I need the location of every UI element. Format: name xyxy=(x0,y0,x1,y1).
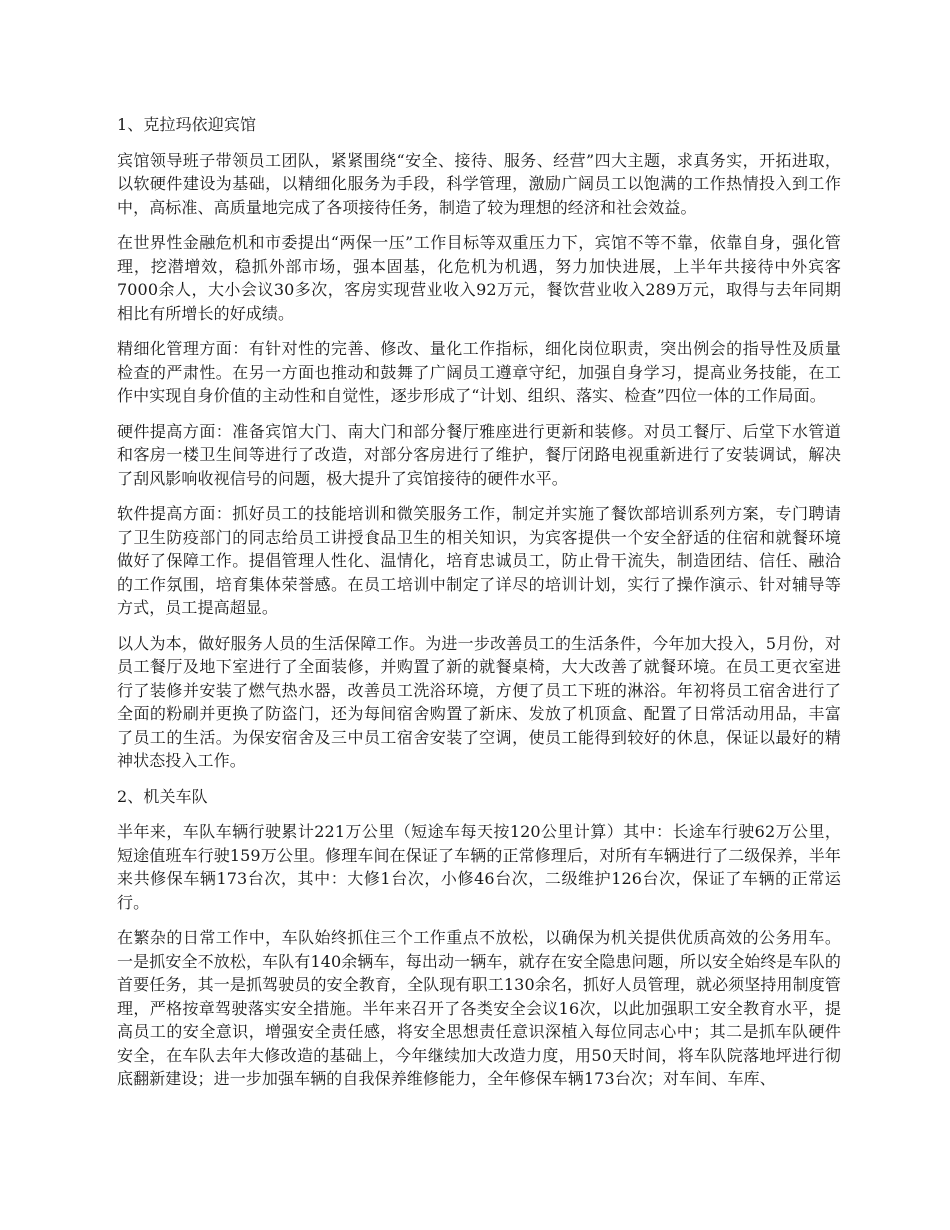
hotel-paragraph-3: 精细化管理方面：有针对性的完善、修改、量化工作指标，细化岗位职责，突出例会的指导性及质量检查的严肃性。在另一方面也推动和鼓舞了广阔员工遵章守纪，加强自身学习，提高业务技能，在工作中实现自身价值的主动性和自觉性，逐步形成了“计划、组织、落实、检查”四位一体的工作局面。 xyxy=(117,339,841,405)
hotel-paragraph-4: 硬件提高方面：准备宾馆大门、南大门和部分餐厅雅座进行更新和装修。对员工餐厅、后堂下水管道和客房一楼卫生间等进行了改造，对部分客房进行了维护，餐厅闭路电视重新进行了安装调试，解决了刮风影响收视信号的问题，极大提升了宾馆接待的硬件水平。 xyxy=(117,421,841,488)
hotel-paragraph-2: 在世界性金融危机和市委提出“两保一压”工作目标等双重压力下，宾馆不等不靠，依靠自身，强化管理，挖潜增效，稳抓外部市场，强本固基，化危机为机遇，努力加快进展，上半年共接待中外宾客7000余人，大小会议30多次，客房实现营业收入92万元，餐饮营业收入289万元，取得与去年同期相比有所增长的好成绩。 xyxy=(117,233,841,323)
motorcade-paragraph-2: 在繁杂的日常工作中，车队始终抓住三个工作重点不放松，以确保为机关提供优质高效的公务用车。一是抓安全不放松，车队有140余辆车，每出动一辆车，就存在安全隐患问题，所以安全始终是车队的首要任务，其一是抓驾驶员的安全教育，全队现有职工130余名，抓好人员管理，就必须坚持用制度管理，严格按章驾驶落实安全措施。半年来召开了各类安全会议16次，以此加强职工安全教育水平，提高员工的安全意识，增强安全责任感，将安全思想责任意识深植入每位同志心中；其二是抓车队硬件安全，在车队去年大修改造的基础上，今年继续加大改造力度，用50天时间，将车队院落地坪进行彻底翻新建设；进一步加强车辆的自我保养维修能力，全年修保车辆173台次；对车间、车库、 xyxy=(117,928,841,1088)
hotel-paragraph-1: 宾馆领导班子带领员工团队，紧紧围绕“安全、接待、服务、经营”四大主题，求真务实，开拓进取，以软硬件建设为基础，以精细化服务为手段，科学管理，激励广阔员工以饱满的工作热情投入到工作中，高标准、高质量地完成了各项接待任务，制造了较为理想的经济和社会效益。 xyxy=(117,150,841,217)
hotel-paragraph-6: 以人为本，做好服务人员的生活保障工作。为进一步改善员工的生活条件，今年加大投入，5月份，对员工餐厅及地下室进行了全面装修，并购置了新的就餐桌椅，大大改善了就餐环境。在员工更衣室进行了装修并安装了燃气热水器，改善员工洗浴环境，方便了员工下班的淋浴。年初将员工宿舍进行了全面的粉刷并更换了防盗门，还为每间宿舍购置了新床、发放了机顶盒、配置了日常活动用品，丰富了员工的生活。为保安宿舍及三中员工宿舍安装了空调，使员工能得到较好的休息，保证以最好的精神状态投入工作。 xyxy=(117,633,841,770)
section-heading-motorcade: 2、机关车队 xyxy=(117,786,208,806)
section-heading-hotel: 1、克拉玛依迎宾馆 xyxy=(117,115,257,134)
motorcade-paragraph-1: 半年来，车队车辆行驶累计221万公里（短途车每天按120公里计算）其中：长途车行驶62万公里，短途值班车行驶159万公里。修理车间在保证了车辆的正常修理后，对所有车辆进行了二级保养，半年来共修保车辆173台次，其中：大修1台次，小修46台次，二级维护126台次，保证了车辆的正常运行。 xyxy=(117,822,841,912)
hotel-paragraph-5: 软件提高方面：抓好员工的技能培训和微笑服务工作，制定并实施了餐饮部培训系列方案，专门聘请了卫生防疫部门的同志给员工讲授食品卫生的相关知识，为宾客提供一个安全舒适的住宿和就餐环境做好了保障工作。提倡管理人性化、温情化，培育忠诚员工，防止骨干流失，制造团结、信任、融洽的工作氛围，培育集体荣誉感。在员工培训中制定了详尽的培训计划，实行了操作演示、针对辅导等方式，员工提高超显。 xyxy=(117,504,841,617)
document-page xyxy=(117,113,841,1103)
